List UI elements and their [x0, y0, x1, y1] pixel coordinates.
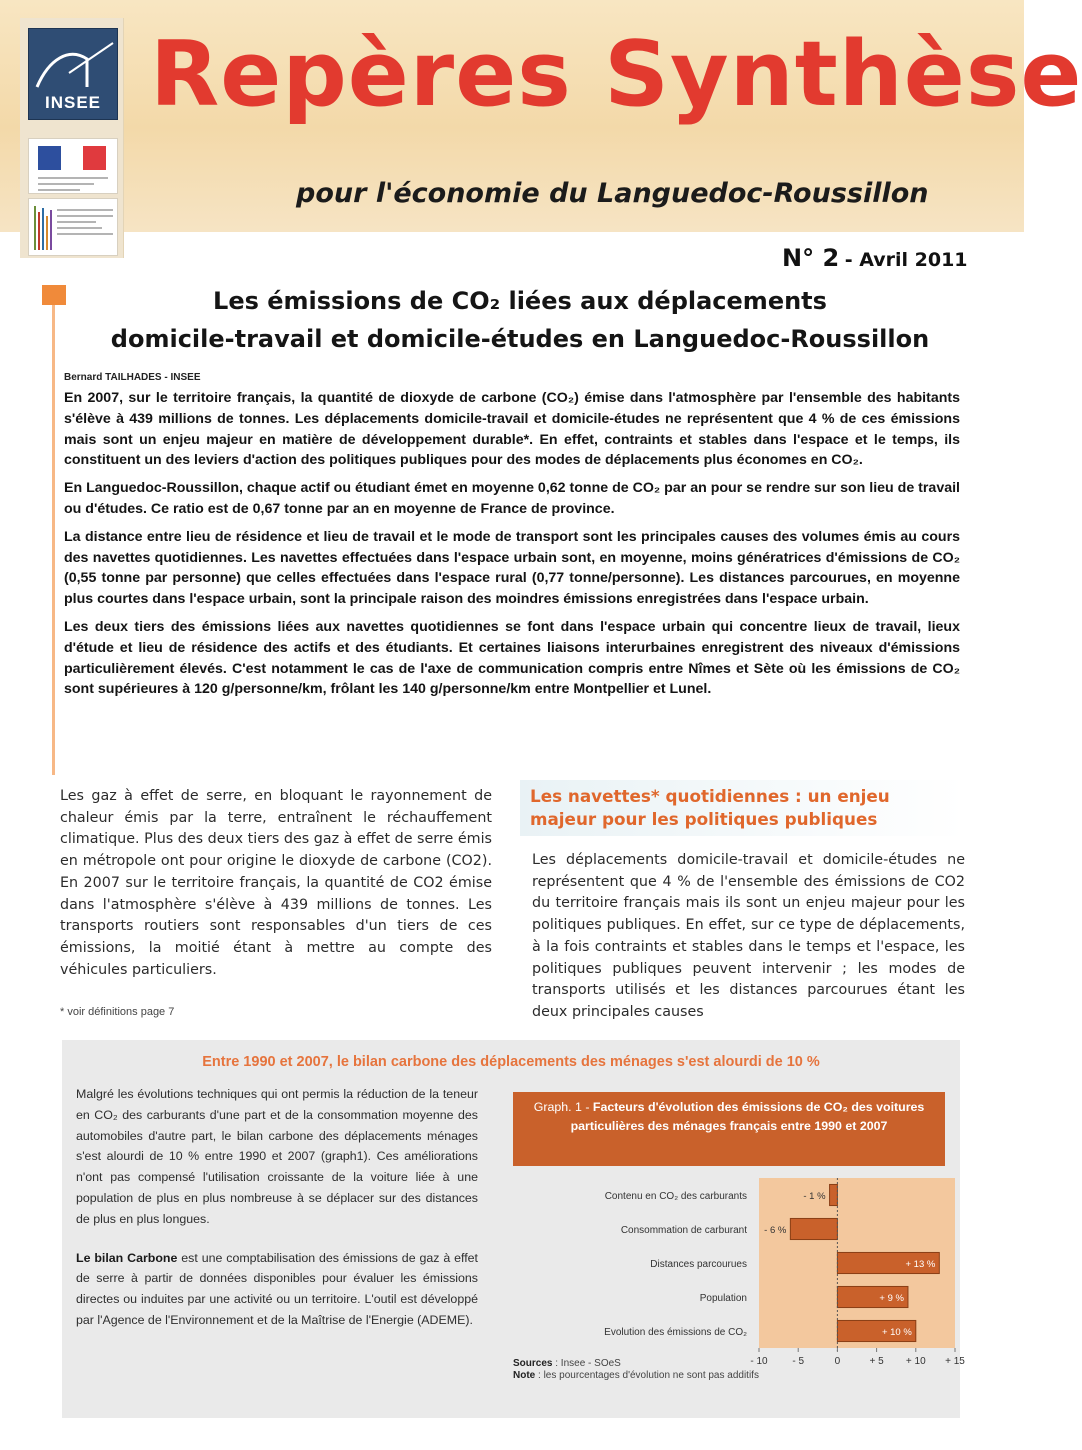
chart-canvas [507, 1174, 965, 1374]
right-column [520, 780, 965, 1024]
info-box-title: Entre 1990 et 2007, le bilan carbone des déplacements des ménages s'est alourdi de 10 % [202, 1054, 820, 1070]
article-title [80, 282, 960, 358]
title-accent-line [52, 305, 55, 775]
abstract-paragraph: En Languedoc-Roussillon, chaque actif ou étudiant émet en moyenne 0,62 tonne de CO₂ par an pour se rendre sur son lieu de travail ou d'études. Ce ratio est de 0,67 tonne par an en moyenne de France de province. [64, 480, 960, 517]
sources-line [513, 1358, 759, 1370]
chart-bar [830, 1184, 838, 1205]
chart-x-tick-label: + 5 [869, 1356, 884, 1367]
graph-header [513, 1092, 945, 1166]
dreal-stripes-icon [32, 202, 56, 252]
chart-category-label: Contenu en CO₂ des carburants [604, 1191, 747, 1202]
chart-bar [790, 1218, 837, 1239]
chart-x-tick-label: + 10 [905, 1356, 926, 1367]
chart-value-label: + 10 % [881, 1327, 912, 1338]
publication-title: Repères Synthèse [150, 22, 1082, 127]
abstract-paragraph: Les deux tiers des émissions liées aux navettes quotidiennes se font dans l'espace urbain qui concentre lieux de travail, lieux d'étude et lieu de résidence des actifs et des étudiants. Et certaines liaisons interurbaines enregistrent des niveaux d'émissions particulièrement élevés. C'est notamment le cas de l'axe de communication compris entre Nîmes et Sète où les émissions de CO₂ sont supérieures à 120 g/personne/km, frôlant les 140 g/personne/km entre Montpellier et Lunel. [64, 618, 960, 698]
article-title-line-1: Les émissions de CO₂ liées aux déplacements [213, 287, 827, 315]
ministry-caption [38, 173, 108, 191]
info-box-paragraph: Malgré les évolutions techniques qui ont permis la réduction de la teneur en CO₂ des carburants d'une part et de la consommation moyenne des automobiles d'autre part, le bilan carbone des déplacements ménages s'est alourdi de 10 % entre 1990 et 2007 (graph1). Ces améliorations n'ont pas compensé l'utilisation croissante de la voiture liée à une population de plus en plus nombreuse à se déplacer sur des distances de plus en plus longues. [76, 1087, 478, 1226]
bilan-carbone-definition: est une comptabilisation des émissions de gaz à effet de serre à partir de données disponibles pour évaluer les émissions directes ou induites par une activité ou un territoire. L'outil est développé par l'Agence de l'Environnement et de la Maîtrise de l'Energie (ADEME). [76, 1250, 478, 1327]
section-heading: Les navettes* quotidiennes : un enjeu majeur pour les politiques publiques [520, 780, 965, 836]
right-column-text: Les déplacements domicile-travail et domicile-études ne représentent que 4 % de l'ensemble des émissions de CO2 du territoire français mais ils sont un enjeu majeur pour les politiques publiques. En effet, sur ce type de déplacements, à la fois contraints et stables dans le temps et l'espace, les politiques publiques peuvent intervenir ; les modes de transports utilisés et les distances parcourues étant les deux principales causes [532, 852, 965, 1020]
republique-francaise-logo [28, 138, 118, 194]
chart-category-label: Consommation de carburant [620, 1225, 747, 1236]
title-accent-square [42, 285, 66, 305]
bilan-carbone-term: Le bilan Carbone [76, 1250, 178, 1265]
chart-x-tick-label: + 15 [945, 1356, 965, 1367]
graph-sources [513, 1358, 759, 1382]
chart-value-label: + 9 % [879, 1293, 904, 1304]
abstract-paragraph: La distance entre lieu de résidence et lieu de travail et le mode de transport sont les principales causes des volumes émis au cours des navettes quotidiennes. Les navettes effectuées dans l'espace urbain sont, en moyenne, moins génératrices d'émissions de CO₂ (0,55 tonne par personne) que celles effectuées dans l'espace rural (0,77 tonne/personne). Les distances parcourues, en moyenne plus courtes dans l'espace urbain, sont la principale raison des moindres émissions enregistrées dans l'espace urbain. [64, 528, 960, 608]
insee-logo-text: INSEE [44, 93, 102, 112]
graph-title: Facteurs d'évolution des émissions de CO₂ des voitures particulières des ménages français entre 1990 et 2007 [570, 1100, 925, 1133]
info-box [62, 1040, 965, 1418]
graph-number: Graph. 1 - [533, 1100, 593, 1114]
dreal-caption [57, 205, 113, 235]
sources-text: : Insee - SOeS [552, 1358, 621, 1369]
note-text: : les pourcentages d'évolution ne sont pas additifs [535, 1370, 759, 1381]
note-label: Note [513, 1370, 536, 1381]
chart-x-tick-label: 0 [834, 1356, 841, 1367]
info-box-text [76, 1084, 478, 1349]
chart-category-label: Distances parcourues [650, 1259, 747, 1270]
chart-x-tick-label: - 5 [792, 1356, 805, 1367]
dreal-logo [28, 198, 118, 256]
info-box-paragraph [76, 1248, 478, 1331]
publication-subtitle: pour l'économie du Languedoc-Roussillon [296, 178, 929, 209]
abstract [64, 388, 960, 707]
insee-logo [28, 28, 118, 120]
footnote: * voir définitions page 7 [60, 1006, 175, 1018]
article-title-line-2: domicile-travail et domicile-études en Languedoc-Roussillon [110, 325, 930, 353]
chart-value-label: - 1 % [803, 1191, 826, 1202]
abstract-paragraph: En 2007, sur le territoire français, la quantité de dioxyde de carbone (CO₂) émise dans l'atmosphère par l'ensemble des habitants s'élève à 439 millions de tonnes. Les déplacements domicile-travail et domicile-études ne représentent que 4 % de ces émissions mais sont un enjeu majeur en matière de développement durable*. En effet, contraints et stables dans l'espace et le temps, ils constituent un des leviers d'action des politiques publiques pour des modes de déplacements plus économes en CO₂. [64, 390, 960, 469]
sources-label: Sources [513, 1358, 553, 1369]
left-column-text: Les gaz à effet de serre, en bloquant le rayonnement de chaleur émis par la terre, entraînent le réchauffement climatique. Plus des deux tiers des gaz à effet de serre émis en métropole ont pour origine le dioxyde de carbone (CO2). En 2007 sur le territoire français, la quantité de CO2 émise dans l'atmosphère s'élève à 439 millions de tonnes. Les transports routiers sont responsables d'un tiers de ces émissions, la moitié étant à mettre au compte des véhicules particuliers. [60, 788, 492, 978]
note-line [513, 1370, 759, 1382]
french-flag-icon [38, 146, 106, 170]
chart-category-label: Population [699, 1293, 747, 1304]
issue-date: - Avril 2011 [844, 249, 968, 271]
issue-info [782, 244, 968, 272]
chart-x-tick-label: - 10 [750, 1356, 768, 1367]
chart-category-label: Evolution des émissions de CO₂ [604, 1327, 747, 1338]
author-byline: Bernard TAILHADES - INSEE [64, 372, 201, 383]
issue-number: N° 2 [782, 244, 840, 272]
chart-value-label: - 6 % [764, 1225, 787, 1236]
co2-factors-chart [507, 1174, 965, 1374]
chart-value-label: + 13 % [905, 1259, 936, 1270]
